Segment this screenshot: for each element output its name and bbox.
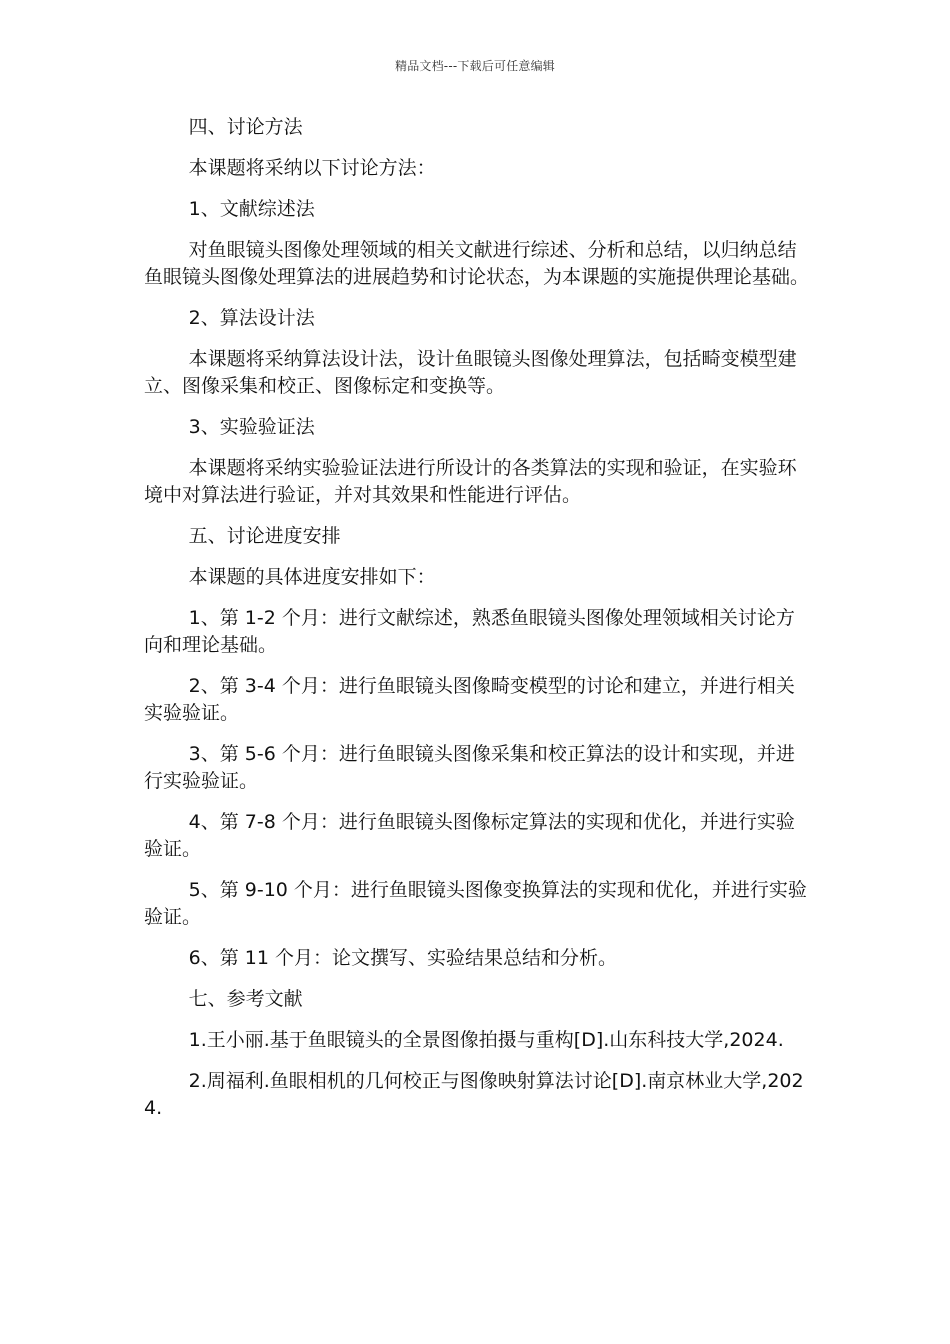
section-heading-methods: 四、讨论方法 [188, 116, 303, 138]
document-body [144, 114, 809, 1136]
paragraph: 本课题将采纳以下讨论方法： [188, 157, 436, 179]
section-heading-schedule: 五、讨论进度安排 [188, 525, 341, 547]
schedule-item: 2、第 3-4 个月：进行鱼眼镜头图像畸变模型的讨论和建立，并进行相关实验验证。 [144, 675, 795, 724]
paragraph: 本课题将采纳实验验证法进行所设计的各类算法的实现和验证，在实验环境中对算法进行验证，并对其效果和性能进行评估。 [144, 457, 797, 506]
reference-item: 1.王小丽.基于鱼眼镜头的全景图像拍摄与重构[D].山东科技大学,2024. [188, 1029, 784, 1051]
page-header: 精品文档---下载后可任意编辑 [395, 59, 555, 73]
subheading: 1、文献综述法 [188, 198, 315, 220]
subheading: 3、实验验证法 [188, 416, 315, 438]
section-heading-references: 七、参考文献 [188, 988, 303, 1010]
paragraph: 本课题将采纳算法设计法，设计鱼眼镜头图像处理算法，包括畸变模型建立、图像采集和校正、图像标定和变换等。 [144, 348, 797, 397]
subheading: 2、算法设计法 [188, 307, 315, 329]
schedule-item: 1、第 1-2 个月：进行文献综述，熟悉鱼眼镜头图像处理领域相关讨论方向和理论基础。 [144, 607, 795, 656]
schedule-item: 4、第 7-8 个月：进行鱼眼镜头图像标定算法的实现和优化，并进行实验验证。 [144, 811, 795, 860]
paragraph: 本课题的具体进度安排如下： [188, 566, 436, 588]
schedule-item: 6、第 11 个月：论文撰写、实验结果总结和分析。 [188, 947, 617, 969]
schedule-item: 5、第 9-10 个月：进行鱼眼镜头图像变换算法的实现和优化，并进行实验验证。 [144, 879, 807, 928]
schedule-item: 3、第 5-6 个月：进行鱼眼镜头图像采集和校正算法的设计和实现，并进行实验验证。 [144, 743, 795, 792]
paragraph: 对鱼眼镜头图像处理领域的相关文献进行综述、分析和总结，以归纳总结鱼眼镜头图像处理算法的进展趋势和讨论状态，为本课题的实施提供理论基础。 [144, 239, 810, 288]
reference-item: 2.周福利.鱼眼相机的几何校正与图像映射算法讨论[D].南京林业大学,2024. [144, 1070, 804, 1119]
